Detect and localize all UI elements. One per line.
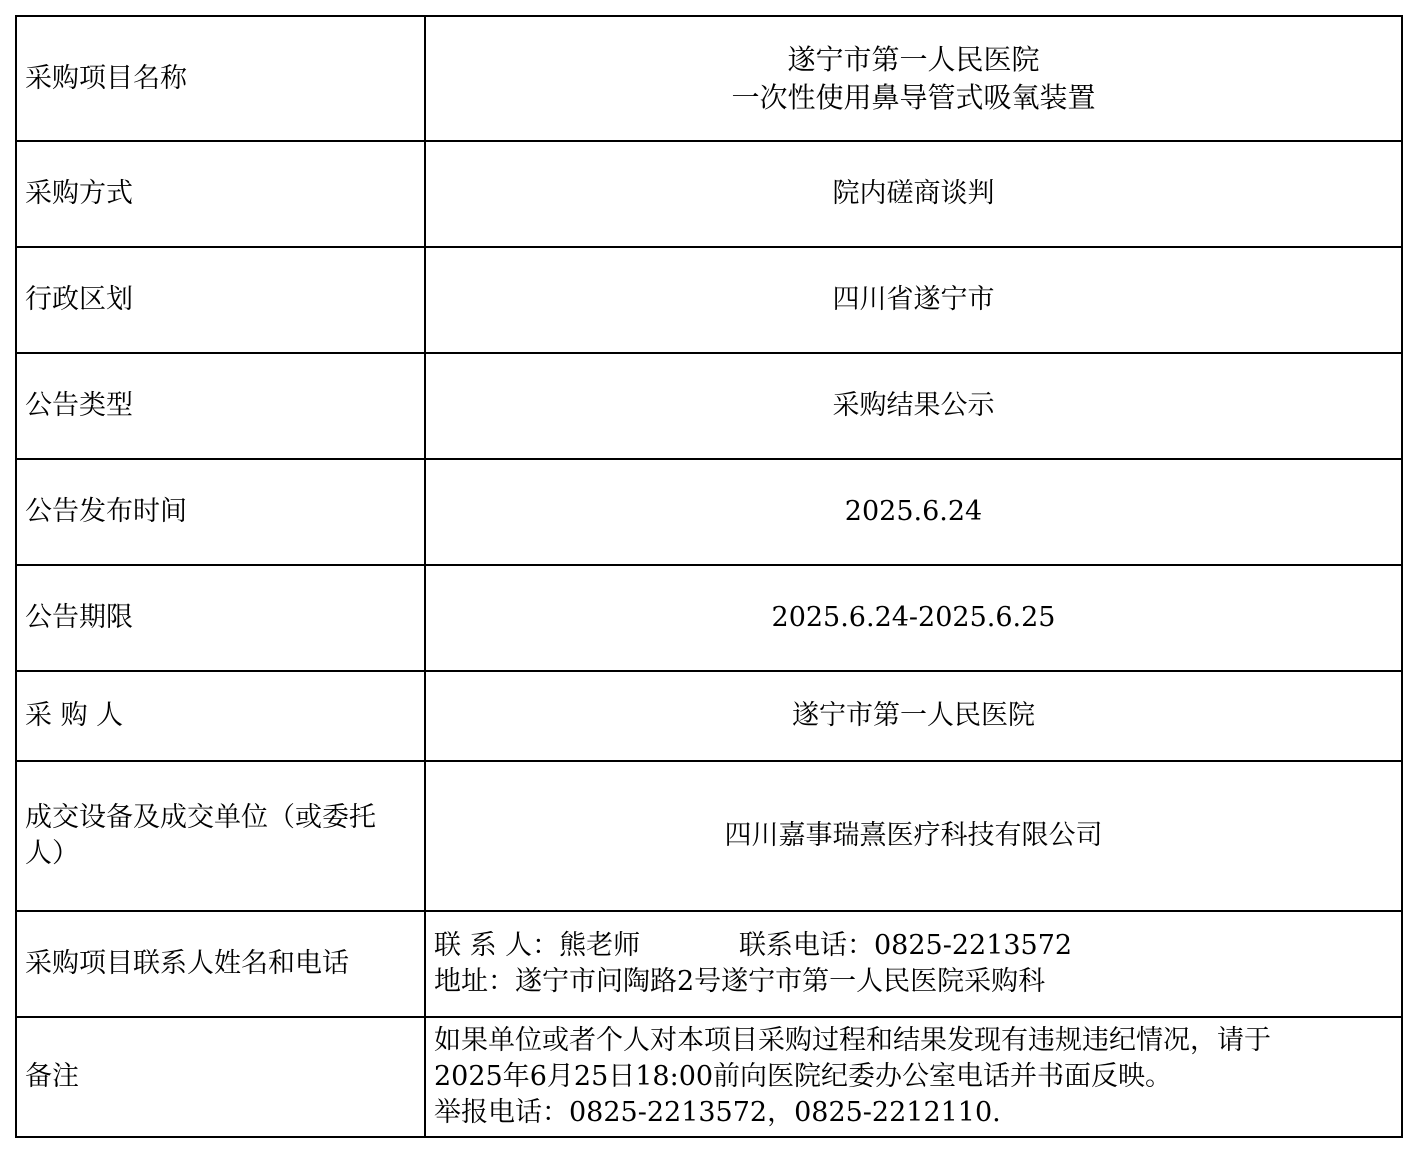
row-notice-period [16, 565, 1402, 671]
value-region: 四川省遂宁市 [425, 247, 1402, 353]
value-project-name [425, 16, 1402, 141]
label-publish-time: 公告发布时间 [16, 459, 425, 565]
row-procurement-method [16, 141, 1402, 247]
label-project-name: 采购项目名称 [16, 16, 425, 141]
label-procurement-method: 采购方式 [16, 141, 425, 247]
value-winner: 四川嘉事瑞熹医疗科技有限公司 [425, 761, 1402, 911]
contact-line1 [434, 928, 1393, 964]
contact-person: 联 系 人：熊老师 [434, 930, 641, 961]
contact-phone: 联系电话：0825-2213572 [739, 930, 1073, 961]
row-contact [16, 911, 1402, 1017]
value-procurement-method: 院内磋商谈判 [425, 141, 1402, 247]
value-contact [425, 911, 1402, 1017]
procurement-notice-table [15, 15, 1403, 1138]
label-remarks: 备注 [16, 1017, 425, 1137]
label-contact: 采购项目联系人姓名和电话 [16, 911, 425, 1017]
remarks-line3: 举报电话：0825-2213572，0825-2212110. [434, 1097, 1001, 1128]
row-region [16, 247, 1402, 353]
label-notice-type: 公告类型 [16, 353, 425, 459]
row-project-name [16, 16, 1402, 141]
row-publish-time [16, 459, 1402, 565]
remarks-line2: 2025年6月25日18:00前向医院纪委办公室电话并书面反映。 [434, 1061, 1173, 1092]
project-name-line1: 遂宁市第一人民医院 [787, 42, 1040, 76]
row-notice-type [16, 353, 1402, 459]
row-remarks [16, 1017, 1402, 1137]
label-winner: 成交设备及成交单位（或委托人） [16, 761, 425, 911]
label-purchaser: 采 购 人 [16, 671, 425, 761]
value-purchaser: 遂宁市第一人民医院 [425, 671, 1402, 761]
remarks-line1: 如果单位或者个人对本项目采购过程和结果发现有违规违纪情况，请于 [434, 1025, 1271, 1056]
project-name-line2: 一次性使用鼻导管式吸氧装置 [731, 80, 1096, 114]
row-purchaser [16, 671, 1402, 761]
label-notice-period: 公告期限 [16, 565, 425, 671]
value-publish-time: 2025.6.24 [425, 459, 1402, 565]
label-region: 行政区划 [16, 247, 425, 353]
row-winner [16, 761, 1402, 911]
contact-address: 地址：遂宁市问陶路2号遂宁市第一人民医院采购科 [434, 966, 1046, 997]
value-notice-type: 采购结果公示 [425, 353, 1402, 459]
value-notice-period: 2025.6.24-2025.6.25 [425, 565, 1402, 671]
value-remarks [425, 1017, 1402, 1137]
